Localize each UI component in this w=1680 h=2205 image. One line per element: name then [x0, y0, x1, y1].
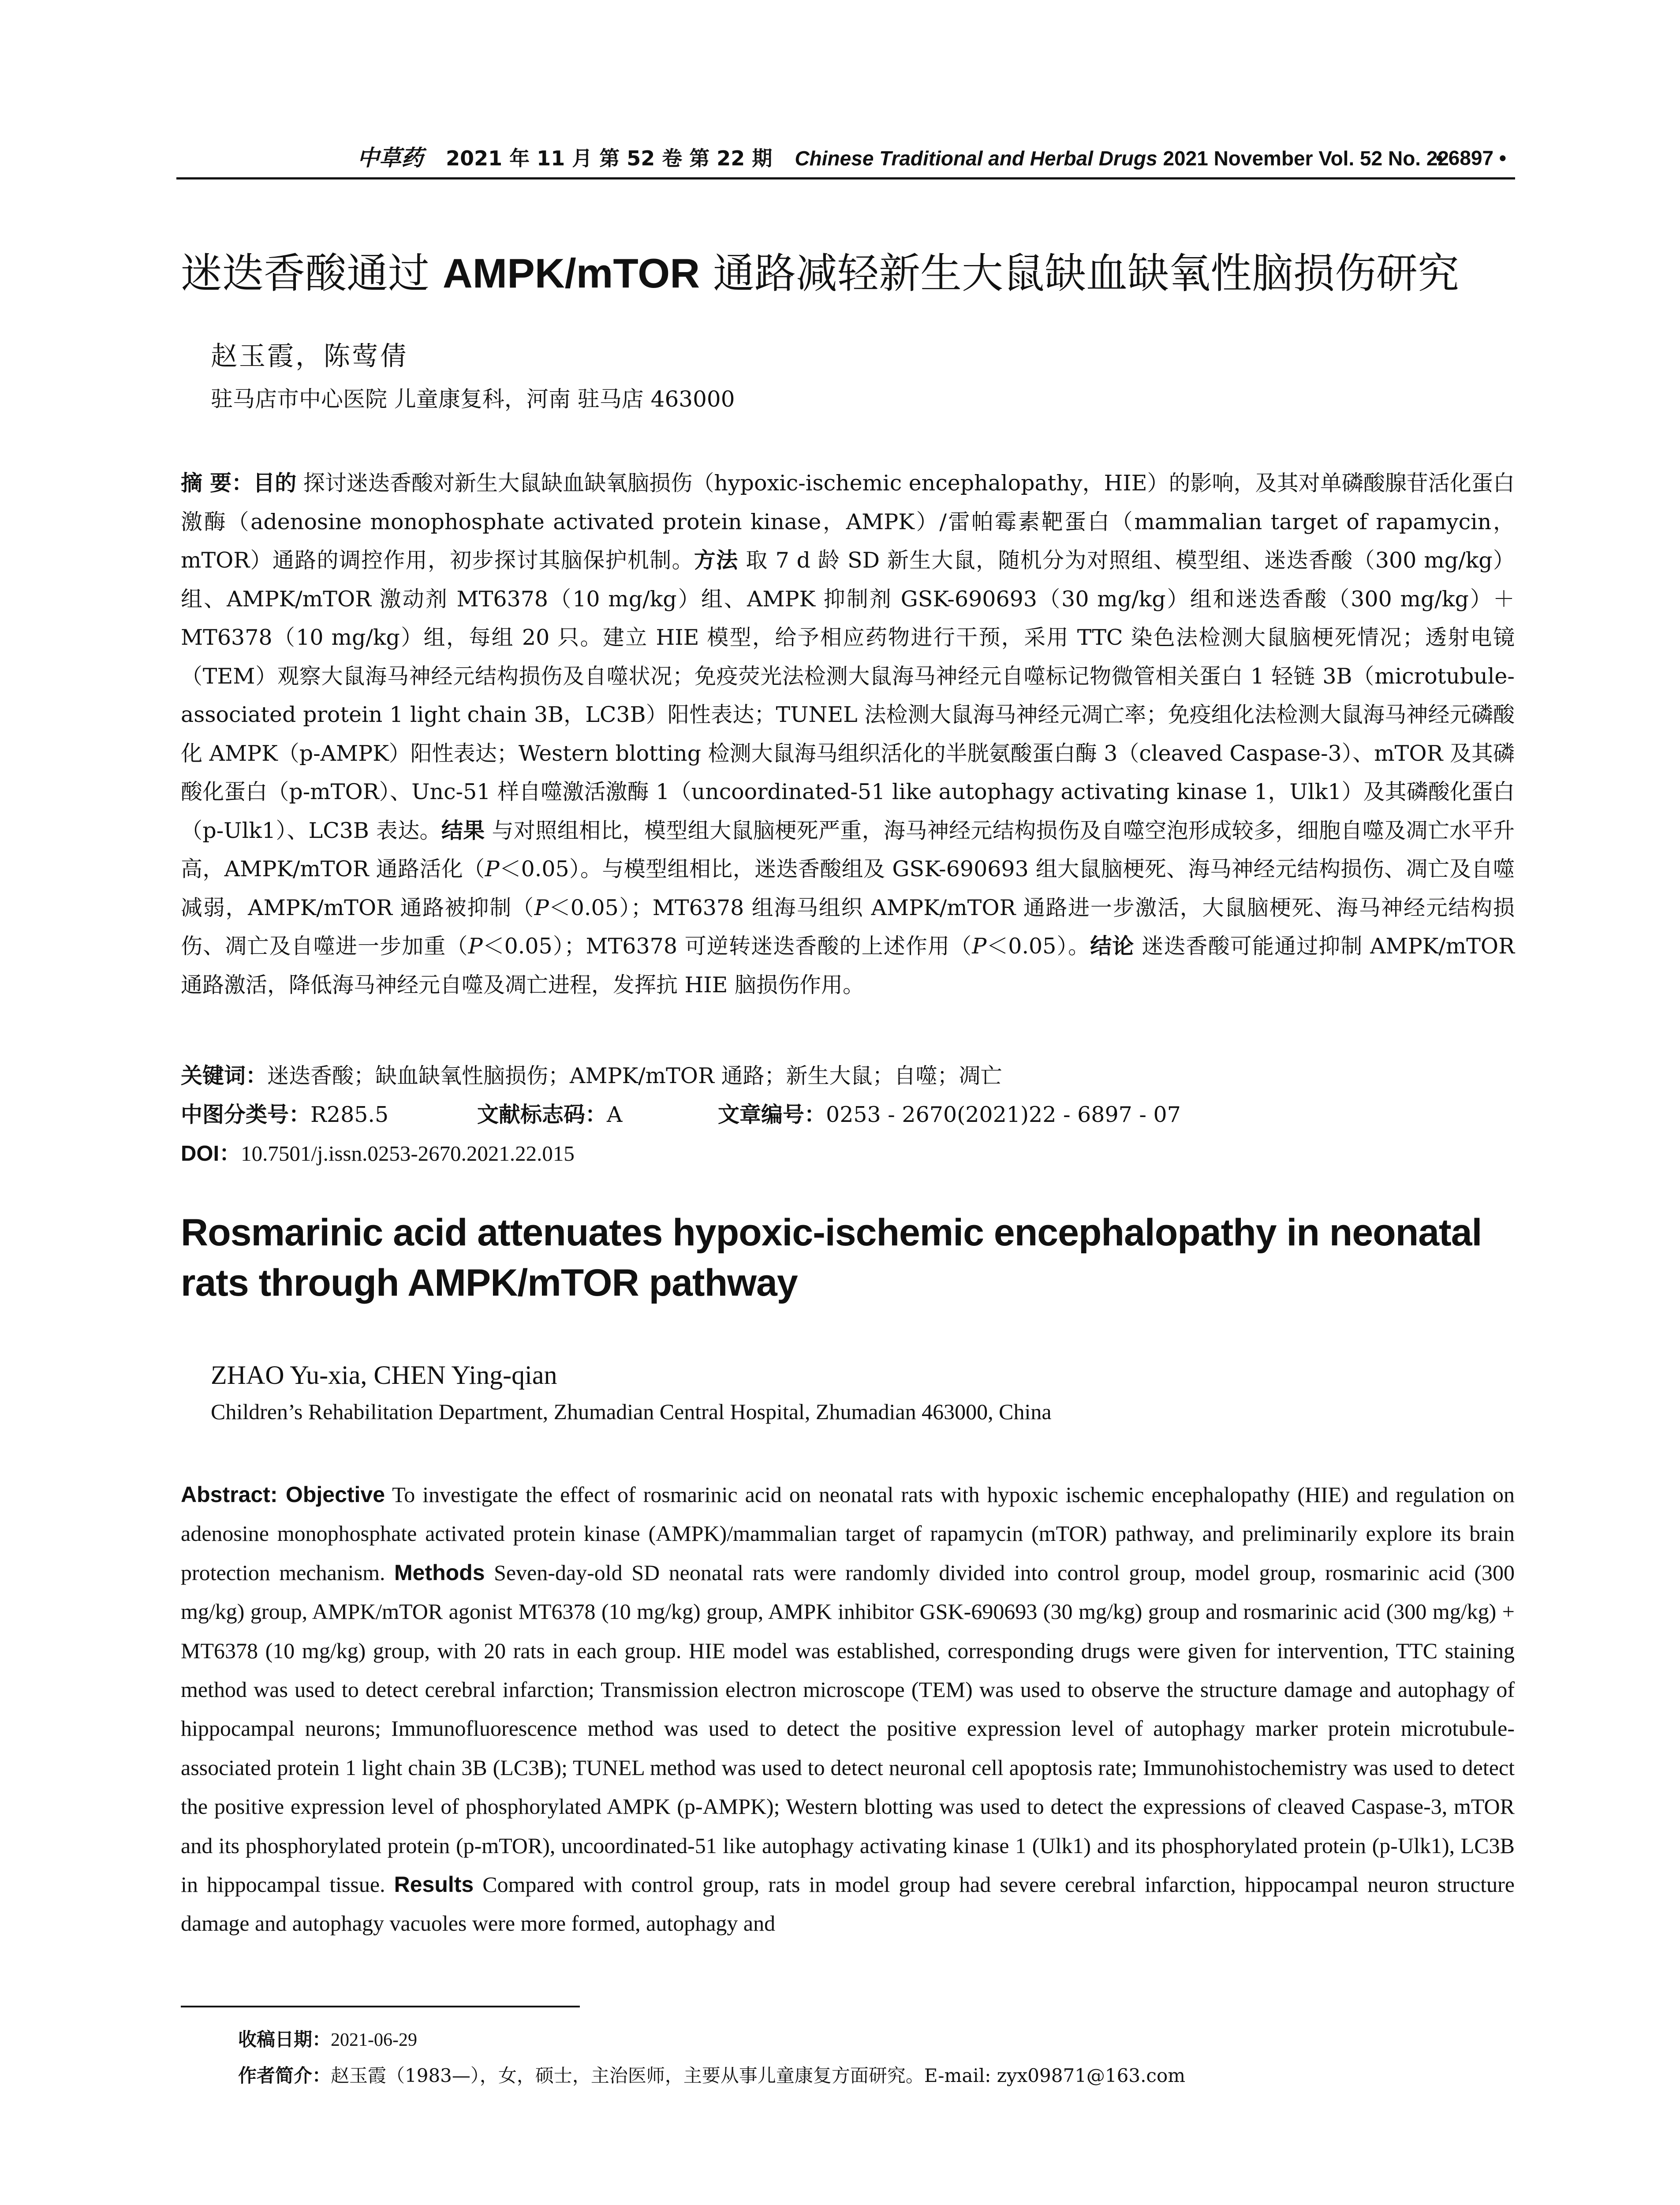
footnote-divider	[181, 2006, 580, 2007]
article-number-label: 文章编号：	[718, 1102, 826, 1127]
p-value-symbol: P	[972, 934, 987, 959]
methods-label-cn: 方法	[694, 548, 739, 573]
clc-label: 中图分类号：	[181, 1102, 311, 1127]
article-number	[718, 1097, 1181, 1132]
received-label: 收稿日期：	[238, 2029, 331, 2050]
author-bio-label: 作者简介：	[238, 2065, 331, 2086]
received-date	[238, 2026, 417, 2053]
author-bio-text: 赵玉霞（1983—），女，硕士，主治医师，主要从事儿童康复方面研究。E-mail: zyx09871@163.com	[331, 2065, 1186, 2086]
document-code-label: 文献标志码：	[477, 1102, 607, 1127]
author-biography	[238, 2063, 1185, 2089]
journal-citation-line	[357, 140, 1449, 176]
doi	[181, 1136, 575, 1171]
p-value-symbol: P	[468, 934, 483, 959]
results-label-en: Results	[394, 1872, 474, 1897]
affiliation-en: Children’s Rehabilitation Department, Zhumadian Central Hospital, Zhumadian 463000, China	[211, 1399, 1052, 1424]
conclusion-label-cn: 结论	[1090, 934, 1135, 959]
results-text-en: Compared with control group, rats in model group had severe cerebral infarction, hippocampal neuron structure damage and autophagy vacuoles were more formed, autophagy and	[181, 1872, 1515, 1936]
results-text-cn-5: ＜0.05）。	[986, 934, 1090, 959]
results-label-cn: 结果	[441, 818, 485, 843]
doi-label: DOI：	[181, 1142, 241, 1166]
journal-name-en: Chinese Traditional and Herbal Drugs	[795, 147, 1157, 170]
keywords-cn	[181, 1058, 1002, 1094]
document-code-value: A	[607, 1102, 623, 1127]
authors-en: ZHAO Yu-xia, CHEN Ying-qian	[211, 1360, 557, 1390]
p-value-symbol: P	[485, 856, 500, 882]
authors-cn: 赵玉霞，陈莺倩	[211, 341, 408, 372]
affiliation-cn: 驻马店市中心医院 儿童康复科，河南 驻马店 463000	[211, 386, 735, 412]
article-title-cn	[181, 245, 1526, 303]
objective-label-cn: 目的	[253, 471, 297, 496]
header-divider	[176, 177, 1515, 179]
methods-text-cn: 取 7 d 龄 SD 新生大鼠，随机分为对照组、模型组、迷迭香酸（300 mg/kg）组、AMPK/mTOR 激动剂 MT6378（10 mg/kg）组、AMPK 抑制剂 GSK-690693（30 mg/kg）组和迷迭香酸（300 mg/kg）＋MT6378（10 mg/kg）组，每组 20 只。建立 HIE 模型，给予相应药物进行干预，采用 TTC 染色法检测大鼠脑梗死情况；透射电镜（TEM）观察大鼠海马神经元结构损伤及自噬状况；免疫荧光法检测大鼠海马神经元自噬标记物微管相关蛋白 1 轻链 3B（microtubule-associated protein 1 light chain 3B，LC3B）阳性表达；TUNEL 法检测大鼠海马神经元凋亡率；免疫组化法检测大鼠海马神经元磷酸化 AMPK（p-AMPK）阳性表达；Western blotting 检测大鼠海马组织活化的半胱氨酸蛋白酶 3（cleaved Caspase-3）、mTOR 及其磷酸化蛋白（p-mTOR）、Unc-51 样自噬激活激酶 1（uncoordinated-51 like autophagy activating kinase 1，Ulk1）及其磷酸化蛋白（p-Ulk1）、LC3B 表达。	[181, 548, 1515, 843]
journal-name-cn: 中草药	[357, 145, 423, 171]
clc-number	[181, 1097, 388, 1132]
p-value-symbol: P	[534, 895, 549, 920]
article-number-value: 0253 - 2670(2021)22 - 6897 - 07	[826, 1102, 1181, 1127]
title-cn-part-b: AMPK/mTOR	[442, 250, 700, 296]
results-text-cn-2: ＜0.05）。与模型组相比，迷迭香酸组及 GSK-690693 组大鼠脑梗死、海马神经元结构损伤、凋亡及自噬减弱，AMPK/mTOR 通路被抑制（	[181, 856, 1515, 920]
objective-text-cn: 探讨迷迭香酸对新生大鼠缺血缺氧脑损伤（hypoxic-ischemic encephalopathy，HIE）的影响，及其对单磷酸腺苷活化蛋白激酶（adenosine monophosphate activated protein kinase，AMPK）/雷帕霉素靶蛋白（mammalian target of rapamycin，mTOR）通路的调控作用，初步探讨其脑保护机制。	[181, 471, 1515, 573]
issue-date-en: 2021 November Vol. 52 No. 22	[1163, 147, 1449, 170]
document-code	[477, 1097, 622, 1132]
objective-text-en: To investigate the effect of rosmarinic acid on neonatal rats with hypoxic ischemic encephalopathy (HIE) and regulation on adenosine monophosphate activated protein kinase (AMPK)/mammalian target of rapamycin (mTOR) pathway, and preliminarily explore its brain protection mechanism.	[181, 1482, 1515, 1585]
abstract-label-cn: 摘 要：	[181, 471, 254, 496]
methods-label-en: Methods	[394, 1560, 485, 1585]
abstract-objective-label-en: Abstract: Objective	[181, 1482, 385, 1507]
abstract-cn	[181, 464, 1515, 1004]
methods-text-en: Seven-day-old SD neonatal rats were randomly divided into control group, model group, rosmarinic acid (300 mg/kg) group, AMPK/mTOR agonist MT6378 (10 mg/kg) group, AMPK inhibitor GSK-690693 (30 mg/kg) group and rosmarinic acid (300 mg/kg) + MT6378 (10 mg/kg) group, with 20 rats in each group. HIE model was established, corresponding drugs were given for intervention, TTC staining method was used to detect cerebral infarction; Transmission electron microscope (TEM) was used to observe the structure damage and autophagy of hippocampal neurons; Immunofluorescence method was used to detect the positive expression level of autophagy marker protein microtubule-associated protein 1 light chain 3B (LC3B); TUNEL method was used to detect neuronal cell apoptosis rate; Immunohistochemistry was used to detect the positive expression level of phosphorylated AMPK (p-AMPK); Western blotting was used to detect the expressions of cleaved Caspase-3, mTOR and its phosphorylated protein (p-mTOR), uncoordinated-51 like autophagy activating kinase 1 (Ulk1) and its phosphorylated protein (p-Ulk1), LC3B in hippocampal tissue.	[181, 1560, 1515, 1897]
issue-date-cn: 2021 年 11 月 第 52 卷 第 22 期	[446, 146, 773, 170]
running-header	[176, 140, 1515, 176]
results-text-cn-1: 与对照组相比，模型组大鼠脑梗死严重，海马神经元结构损伤及自噬空泡形成较多，细胞自噬及凋亡水平升高，AMPK/mTOR 通路活化（	[181, 818, 1515, 882]
keywords-text: 迷迭香酸；缺血缺氧性脑损伤；AMPK/mTOR 通路；新生大鼠；自噬；凋亡	[267, 1063, 1002, 1088]
results-text-cn-4: ＜0.05）；MT6378 可逆转迷迭香酸的上述作用（	[482, 934, 972, 959]
title-cn-part-c: 通路减轻新生大鼠缺血缺氧性脑损伤研究	[700, 250, 1459, 298]
abstract-en	[181, 1475, 1515, 1943]
doi-link[interactable]: 10.7501/j.issn.0253-2670.2021.22.015	[241, 1141, 575, 1166]
clc-value: R285.5	[310, 1102, 389, 1127]
conclusion-text-cn: 迷迭香酸可能通过抑制 AMPK/mTOR 通路激活，降低海马神经元自噬及凋亡进程，发挥抗 HIE 脑损伤作用。	[181, 934, 1515, 998]
title-cn-part-a: 迷迭香酸通过	[181, 250, 443, 298]
keywords-label: 关键词：	[181, 1063, 268, 1088]
results-text-cn-3: ＜0.05）；MT6378 组海马组织 AMPK/mTOR 通路进一步激活，大鼠脑梗死、海马神经元结构损伤、凋亡及自噬进一步加重（	[181, 895, 1515, 959]
page-number: • 6897 •	[1435, 146, 1506, 169]
article-title-en: Rosmarinic acid attenuates hypoxic-ischemic encephalopathy in neonatal rats through AMPK/mTOR pathway	[181, 1211, 1482, 1304]
received-value: 2021-06-29	[331, 2030, 417, 2050]
